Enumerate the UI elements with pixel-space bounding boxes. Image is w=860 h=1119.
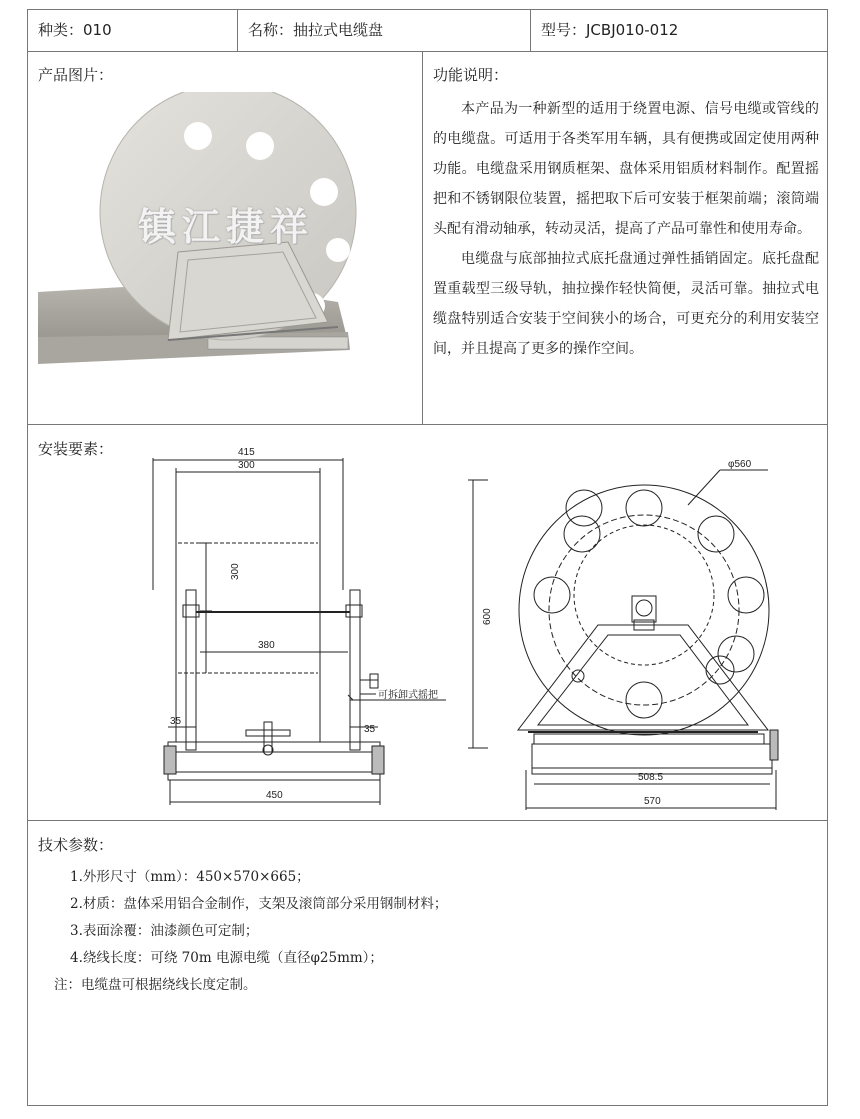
divider bbox=[28, 820, 827, 821]
spec-item: 2.材质：盘体采用铝合金制作，支架及滚筒部分采用钢制材料； bbox=[70, 896, 448, 912]
dim-508: 508.5 bbox=[638, 772, 664, 783]
specs-list bbox=[44, 864, 804, 999]
spec-item: 3.表面涂覆：油漆颜色可定制； bbox=[70, 923, 259, 939]
dim-450: 450 bbox=[266, 790, 283, 801]
product-photo bbox=[38, 92, 368, 382]
divider bbox=[422, 51, 423, 424]
dim-300-top: 300 bbox=[238, 460, 255, 471]
side-view-drawing bbox=[128, 430, 468, 810]
model-field: 型号：JCBJ010-012 bbox=[541, 21, 679, 39]
dim-300-vertical: 300 bbox=[230, 563, 241, 580]
dim-415: 415 bbox=[238, 447, 255, 458]
dim-380: 380 bbox=[258, 640, 275, 651]
handle-label: 可拆卸式摇把 bbox=[378, 690, 438, 701]
function-section-label: 功能说明： bbox=[433, 66, 509, 84]
divider bbox=[28, 424, 827, 425]
spec-sheet bbox=[27, 9, 828, 1106]
spec-item: 4.绕线长度：可绕 70m 电源电缆（直径φ25mm）； bbox=[70, 950, 383, 966]
header-row bbox=[28, 10, 827, 52]
function-paragraph: 电缆盘与底部抽拉式底托盘通过弹性插销固定。底托盘配置重载型三级导轨，抽拉操作轻快简便，灵活可靠。抽拉式电缆盘特别适合安装于空间狭小的场合，可更充分的利用安装空间，并且提高了更多的操作空间。 bbox=[433, 251, 819, 357]
dim-570: 570 bbox=[644, 796, 661, 807]
divider bbox=[530, 10, 531, 51]
front-view-drawing bbox=[458, 430, 798, 820]
dim-600: 600 bbox=[482, 608, 493, 625]
dim-35-right: 35 bbox=[364, 724, 376, 735]
install-section-label: 安装要素： bbox=[38, 440, 114, 458]
function-paragraph: 本产品为一种新型的适用于绕置电源、信号电缆或管线的的电缆盘。可适用于各类军用车辆，具有便携或固定使用两种功能。电缆盘采用钢质框架、盘体采用铝质材料制作。配置摇把和不锈钢限位装置，摇把取下后可安装于框架前端；滚筒端头配有滑动轴承，转动灵活，提高了产品可靠性和使用寿命。 bbox=[433, 101, 819, 237]
divider bbox=[237, 10, 238, 51]
spec-note: 注：电缆盘可根据绕线长度定制。 bbox=[54, 977, 257, 993]
spec-item: 1.外形尺寸（mm）：450×570×665； bbox=[70, 869, 310, 885]
dim-35-left: 35 bbox=[170, 716, 182, 727]
photo-section-label: 产品图片： bbox=[38, 66, 114, 84]
category-field: 种类：010 bbox=[38, 21, 112, 39]
function-description bbox=[433, 94, 819, 364]
specs-section-label: 技术参数： bbox=[38, 836, 114, 854]
dim-diameter: φ560 bbox=[728, 459, 752, 470]
product-name-field: 名称：抽拉式电缆盘 bbox=[248, 21, 384, 39]
photo-watermark: 镇江捷祥 bbox=[138, 205, 315, 249]
